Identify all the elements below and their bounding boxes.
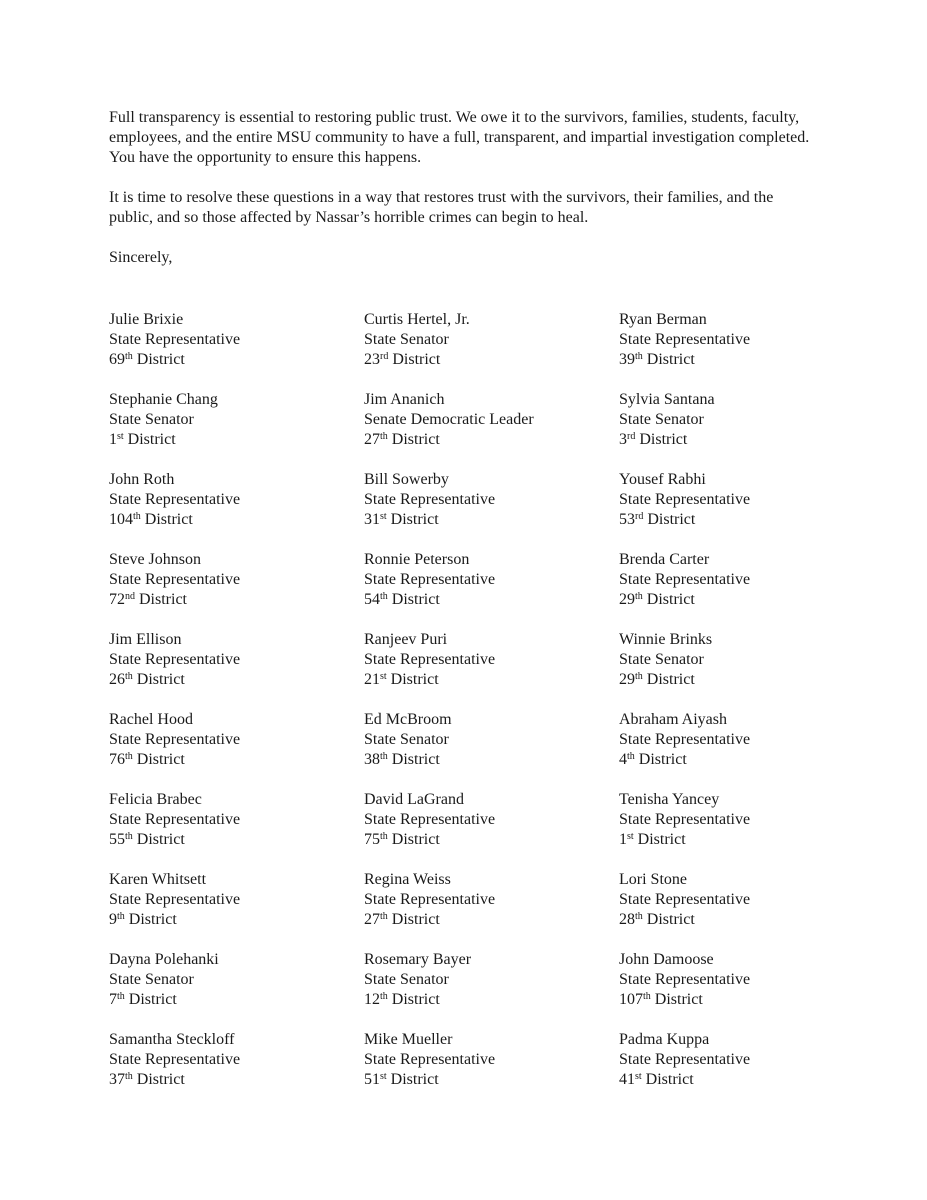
signatory [364, 390, 619, 450]
district-ordinal: st [380, 1071, 387, 1082]
signatory [619, 390, 874, 450]
district-label: District [387, 911, 440, 928]
district-ordinal: th [380, 751, 388, 762]
signatory-district [619, 830, 874, 850]
district-label: District [124, 991, 177, 1008]
signatory-name: Ryan Berman [619, 311, 707, 328]
district-ordinal: st [117, 431, 124, 442]
signatory-district [619, 430, 874, 450]
body-paragraph: Full transparency is essential to restoring public trust. We owe it to the survivors, families, students, faculty, employees, and the entire MSU community to have a full, transparent, and impartial investigation completed. You have the opportunity to ensure this happens. [109, 109, 810, 166]
signatory-title: State Senator [364, 731, 449, 748]
signatory-district [364, 590, 619, 610]
district-ordinal: th [117, 911, 125, 922]
body-paragraph: It is time to resolve these questions in a way that restores trust with the survivors, their families, and the public, and so those affected by Nassar’s horrible crimes can begin to heal. [109, 189, 774, 226]
signatory-district [619, 350, 874, 370]
signatory [364, 1030, 619, 1090]
district-number: 27 [364, 431, 380, 448]
district-ordinal: st [380, 511, 387, 522]
district-label: District [642, 911, 695, 928]
district-label: District [650, 991, 703, 1008]
district-label: District [633, 831, 686, 848]
signatory-district [109, 350, 364, 370]
district-number: 107 [619, 991, 643, 1008]
signatory-district [364, 750, 619, 770]
signatory-title: State Representative [109, 811, 241, 828]
district-label: District [643, 511, 696, 528]
district-number: 27 [364, 911, 380, 928]
signatory-district [619, 590, 874, 610]
district-number: 29 [619, 671, 635, 688]
signatory-name: Brenda Carter [619, 551, 710, 568]
signatory [619, 1030, 874, 1090]
signatory-name: Abraham Aiyash [619, 711, 727, 728]
district-ordinal: nd [125, 591, 135, 602]
signatory-name: Tenisha Yancey [619, 791, 720, 808]
signatory [109, 790, 364, 850]
signatory [364, 310, 619, 370]
signatory-district [109, 1070, 364, 1090]
signatory-district [364, 1070, 619, 1090]
signatory-district [619, 910, 874, 930]
signatory-name: Ed McBroom [364, 711, 452, 728]
signatory [619, 950, 874, 1010]
district-ordinal: th [643, 991, 651, 1002]
district-number: 31 [364, 511, 380, 528]
signatory-title: State Representative [619, 331, 751, 348]
signatory [364, 950, 619, 1010]
signatory-district [364, 910, 619, 930]
signatory-district [619, 670, 874, 690]
district-label: District [135, 591, 187, 608]
signatory [109, 390, 364, 450]
district-number: 29 [619, 591, 635, 608]
signatory-name: John Roth [109, 471, 175, 488]
signatory-title: State Representative [619, 1051, 751, 1068]
district-number: 37 [109, 1071, 125, 1088]
district-label: District [641, 1071, 694, 1088]
district-number: 104 [109, 511, 133, 528]
district-ordinal: rd [380, 351, 389, 362]
district-label: District [635, 431, 688, 448]
signatory-name: Winnie Brinks [619, 631, 713, 648]
district-label: District [132, 1071, 185, 1088]
signatory-district [109, 430, 364, 450]
signatory [619, 310, 874, 370]
signatory [109, 470, 364, 530]
district-label: District [132, 351, 185, 368]
signatory-district [364, 990, 619, 1010]
signatory-title: State Representative [109, 891, 241, 908]
signatory-name: Rachel Hood [109, 711, 193, 728]
signatory-name: Rosemary Bayer [364, 951, 472, 968]
district-ordinal: th [380, 991, 388, 1002]
signatory-name: Curtis Hertel, Jr. [364, 311, 470, 328]
signatory [109, 1030, 364, 1090]
signatory-title: State Senator [109, 411, 194, 428]
signatory-name: Regina Weiss [364, 871, 451, 888]
district-ordinal: th [635, 351, 643, 362]
signatory-title: State Representative [364, 1051, 496, 1068]
district-label: District [132, 671, 185, 688]
district-ordinal: th [117, 991, 125, 1002]
signatory-title: State Representative [364, 491, 496, 508]
district-label: District [642, 671, 695, 688]
signatory [364, 790, 619, 850]
signatory-title: State Representative [364, 811, 496, 828]
district-number: 12 [364, 991, 380, 1008]
signatory-title: State Representative [364, 651, 496, 668]
signatory-district [109, 990, 364, 1010]
signatory-district [109, 670, 364, 690]
signatory [364, 470, 619, 530]
signatory-title: State Representative [109, 331, 241, 348]
district-label: District [387, 831, 440, 848]
district-ordinal: th [380, 431, 388, 442]
signatory-district [619, 1070, 874, 1090]
signatory-name: Ranjeev Puri [364, 631, 448, 648]
signatory-name: Bill Sowerby [364, 471, 449, 488]
signatory [619, 630, 874, 690]
district-ordinal: th [380, 911, 388, 922]
district-number: 9 [109, 911, 117, 928]
district-ordinal: th [133, 511, 141, 522]
signatory-name: Stephanie Chang [109, 391, 218, 408]
district-label: District [387, 991, 440, 1008]
signatory-title: State Senator [619, 651, 704, 668]
signatory-district [619, 510, 874, 530]
signatory [619, 870, 874, 930]
district-label: District [132, 831, 185, 848]
signatory-title: State Senator [109, 971, 194, 988]
district-ordinal: rd [635, 511, 644, 522]
district-label: District [634, 751, 687, 768]
district-ordinal: th [635, 591, 643, 602]
signature-block [109, 310, 874, 1090]
district-label: District [140, 511, 193, 528]
signatory-title: State Representative [109, 651, 241, 668]
signatory-title: State Representative [619, 491, 751, 508]
signatory-title: State Representative [619, 811, 751, 828]
district-number: 39 [619, 351, 635, 368]
signatory-district [619, 750, 874, 770]
district-label: District [388, 351, 441, 368]
district-number: 54 [364, 591, 380, 608]
signatory-title: State Senator [364, 971, 449, 988]
district-ordinal: st [627, 831, 634, 842]
signatory-district [109, 510, 364, 530]
district-ordinal: th [125, 751, 133, 762]
signatory-name: David LaGrand [364, 791, 464, 808]
district-ordinal: th [380, 831, 388, 842]
signatory-title: State Representative [364, 571, 496, 588]
signatory-title: State Representative [364, 891, 496, 908]
district-label: District [386, 1071, 439, 1088]
signatory [109, 310, 364, 370]
signatory-name: Steve Johnson [109, 551, 201, 568]
signatory-title: State Representative [109, 1051, 241, 1068]
district-number: 69 [109, 351, 125, 368]
signatory-name: Jim Ananich [364, 391, 445, 408]
signatory [109, 550, 364, 610]
district-label: District [386, 511, 439, 528]
signatory [619, 550, 874, 610]
district-ordinal: st [380, 671, 387, 682]
signatory-district [364, 350, 619, 370]
district-ordinal: th [627, 751, 635, 762]
signatory-name: Felicia Brabec [109, 791, 202, 808]
signatory-name: Mike Mueller [364, 1031, 453, 1048]
district-number: 53 [619, 511, 635, 528]
signatory-district [109, 830, 364, 850]
signatory-title: State Representative [619, 731, 751, 748]
district-ordinal: th [635, 911, 643, 922]
district-number: 7 [109, 991, 117, 1008]
district-ordinal: th [125, 351, 133, 362]
signatory-title: State Representative [109, 571, 241, 588]
district-number: 26 [109, 671, 125, 688]
signatory-title: State Senator [364, 331, 449, 348]
district-number: 21 [364, 671, 380, 688]
district-label: District [132, 751, 185, 768]
signatory-title: Senate Democratic Leader [364, 411, 534, 428]
district-number: 76 [109, 751, 125, 768]
district-number: 28 [619, 911, 635, 928]
district-ordinal: th [125, 1071, 133, 1082]
signatory-district [364, 670, 619, 690]
signatory-district [364, 510, 619, 530]
signatory-name: Padma Kuppa [619, 1031, 710, 1048]
district-label: District [124, 911, 177, 928]
signatory-name: Lori Stone [619, 871, 687, 888]
signatory-title: State Senator [619, 411, 704, 428]
signatory [364, 550, 619, 610]
district-number: 51 [364, 1071, 380, 1088]
signatory-name: Ronnie Peterson [364, 551, 470, 568]
district-ordinal: th [125, 671, 133, 682]
signatory-name: Samantha Steckloff [109, 1031, 235, 1048]
district-label: District [642, 351, 695, 368]
signatory [364, 870, 619, 930]
signatory-district [109, 910, 364, 930]
district-label: District [387, 751, 440, 768]
signatory [619, 710, 874, 770]
signatory [109, 950, 364, 1010]
district-number: 72 [109, 591, 125, 608]
signatory-district [109, 750, 364, 770]
signatory-title: State Representative [109, 731, 241, 748]
signatory [109, 870, 364, 930]
district-number: 4 [619, 751, 627, 768]
district-label: District [386, 671, 439, 688]
signatory-name: John Damoose [619, 951, 714, 968]
district-number: 75 [364, 831, 380, 848]
signatory-title: State Representative [619, 571, 751, 588]
district-ordinal: th [380, 591, 388, 602]
signatory-title: State Representative [619, 891, 751, 908]
district-ordinal: st [635, 1071, 642, 1082]
signatory-district [364, 430, 619, 450]
signatory-name: Yousef Rabhi [619, 471, 706, 488]
signatory-district [364, 830, 619, 850]
district-number: 38 [364, 751, 380, 768]
signatory-district [109, 590, 364, 610]
signatory-name: Jim Ellison [109, 631, 182, 648]
district-number: 23 [364, 351, 380, 368]
signatory [619, 790, 874, 850]
district-number: 1 [109, 431, 117, 448]
district-label: District [387, 431, 440, 448]
signatory-name: Sylvia Santana [619, 391, 715, 408]
district-ordinal: th [125, 831, 133, 842]
signatory-name: Karen Whitsett [109, 871, 207, 888]
district-number: 1 [619, 831, 627, 848]
signatory [109, 630, 364, 690]
signatory-title: State Representative [109, 491, 241, 508]
district-ordinal: rd [627, 431, 636, 442]
district-number: 41 [619, 1071, 635, 1088]
signatory-title: State Representative [619, 971, 751, 988]
district-label: District [123, 431, 176, 448]
district-number: 3 [619, 431, 627, 448]
signatory [364, 710, 619, 770]
district-label: District [642, 591, 695, 608]
signatory [619, 470, 874, 530]
signatory-name: Dayna Polehanki [109, 951, 219, 968]
district-number: 55 [109, 831, 125, 848]
signatory [109, 710, 364, 770]
closing-line: Sincerely, [109, 249, 173, 266]
district-ordinal: th [635, 671, 643, 682]
signatory-district [619, 990, 874, 1010]
district-label: District [387, 591, 440, 608]
signatory-name: Julie Brixie [109, 311, 184, 328]
signatory [364, 630, 619, 690]
